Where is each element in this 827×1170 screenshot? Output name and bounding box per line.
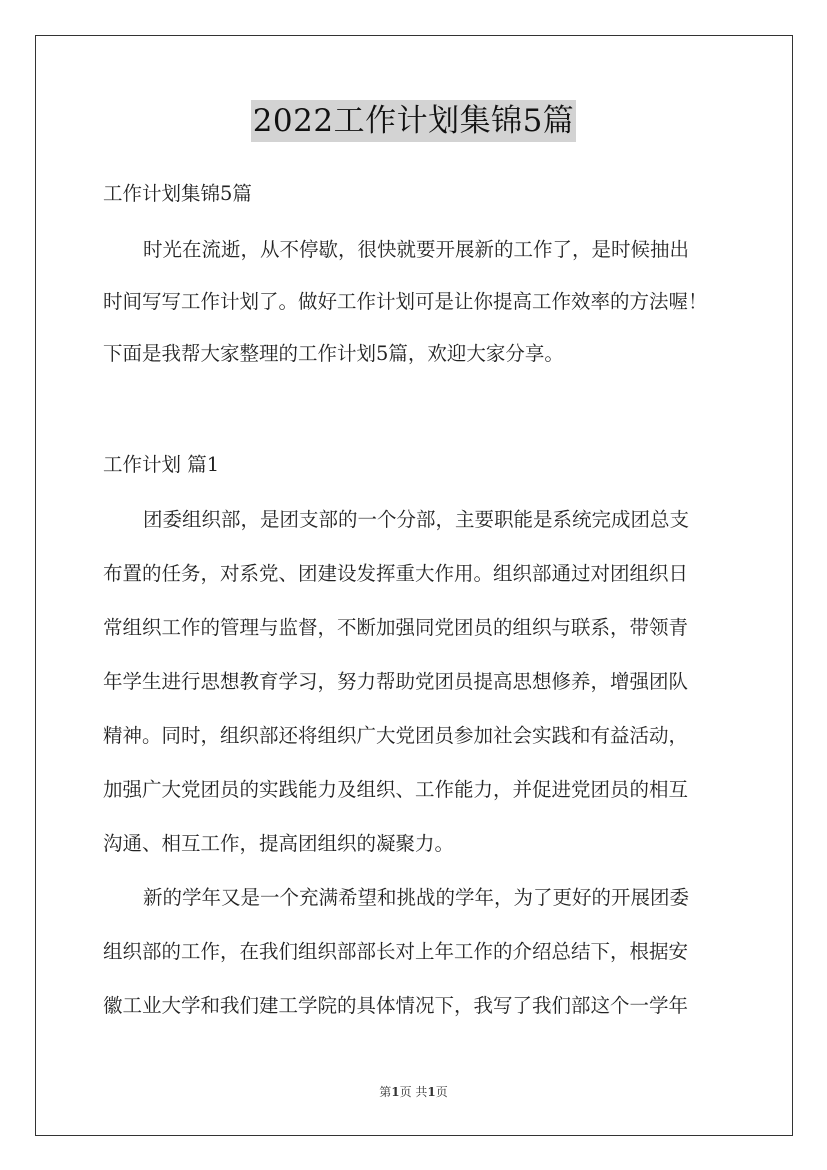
footer-page-number: 1 [391,1085,400,1099]
section-heading: 工作计划 篇1 [103,453,220,476]
paragraph-line: 新的学年又是一个充满希望和挑战的学年，为了更好的开展团委 [143,886,690,909]
intro-line: 时间写写工作计划了。做好工作计划可是让你提高工作效率的方法喔！ [103,290,708,313]
paragraph-line: 年学生进行思想教育学习，努力帮助党团员提高思想修养，增强团队 [103,670,689,693]
footer-middle: 页 共 [399,1085,428,1099]
document-title: 2022工作计划集锦5篇 [251,100,577,142]
paragraph-line: 组织部的工作，在我们组织部部长对上年工作的介绍总结下，根据安 [103,940,689,963]
paragraph-line: 团委组织部，是团支部的一个分部，主要职能是系统完成团总支 [143,508,690,531]
paragraph-line: 加强广大党团员的实践能力及组织、工作能力，并促进党团员的相互 [103,778,689,801]
paragraph-line: 沟通、相互工作，提高团组织的凝聚力。 [103,832,455,855]
page-footer [0,1084,827,1100]
footer-prefix: 第 [379,1085,392,1099]
paragraph-line: 布置的任务，对系党、团建设发挥重大作用。组织部通过对团组织日 [103,562,689,585]
title-area [0,100,827,142]
subtitle: 工作计划集锦5篇 [103,182,252,205]
footer-page-total: 1 [427,1085,436,1099]
paragraph-line: 徽工业大学和我们建工学院的具体情况下，我写了我们部这个一学年 [103,994,689,1017]
intro-line: 时光在流逝，从不停歇，很快就要开展新的工作了，是时候抽出 [143,238,690,261]
paragraph-line: 精神。同时，组织部还将组织广大党团员参加社会实践和有益活动， [103,724,689,747]
intro-line: 下面是我帮大家整理的工作计划5篇，欢迎大家分享。 [103,342,564,365]
footer-suffix: 页 [435,1085,448,1099]
paragraph-line: 常组织工作的管理与监督，不断加强同党团员的组织与联系，带领青 [103,616,689,639]
